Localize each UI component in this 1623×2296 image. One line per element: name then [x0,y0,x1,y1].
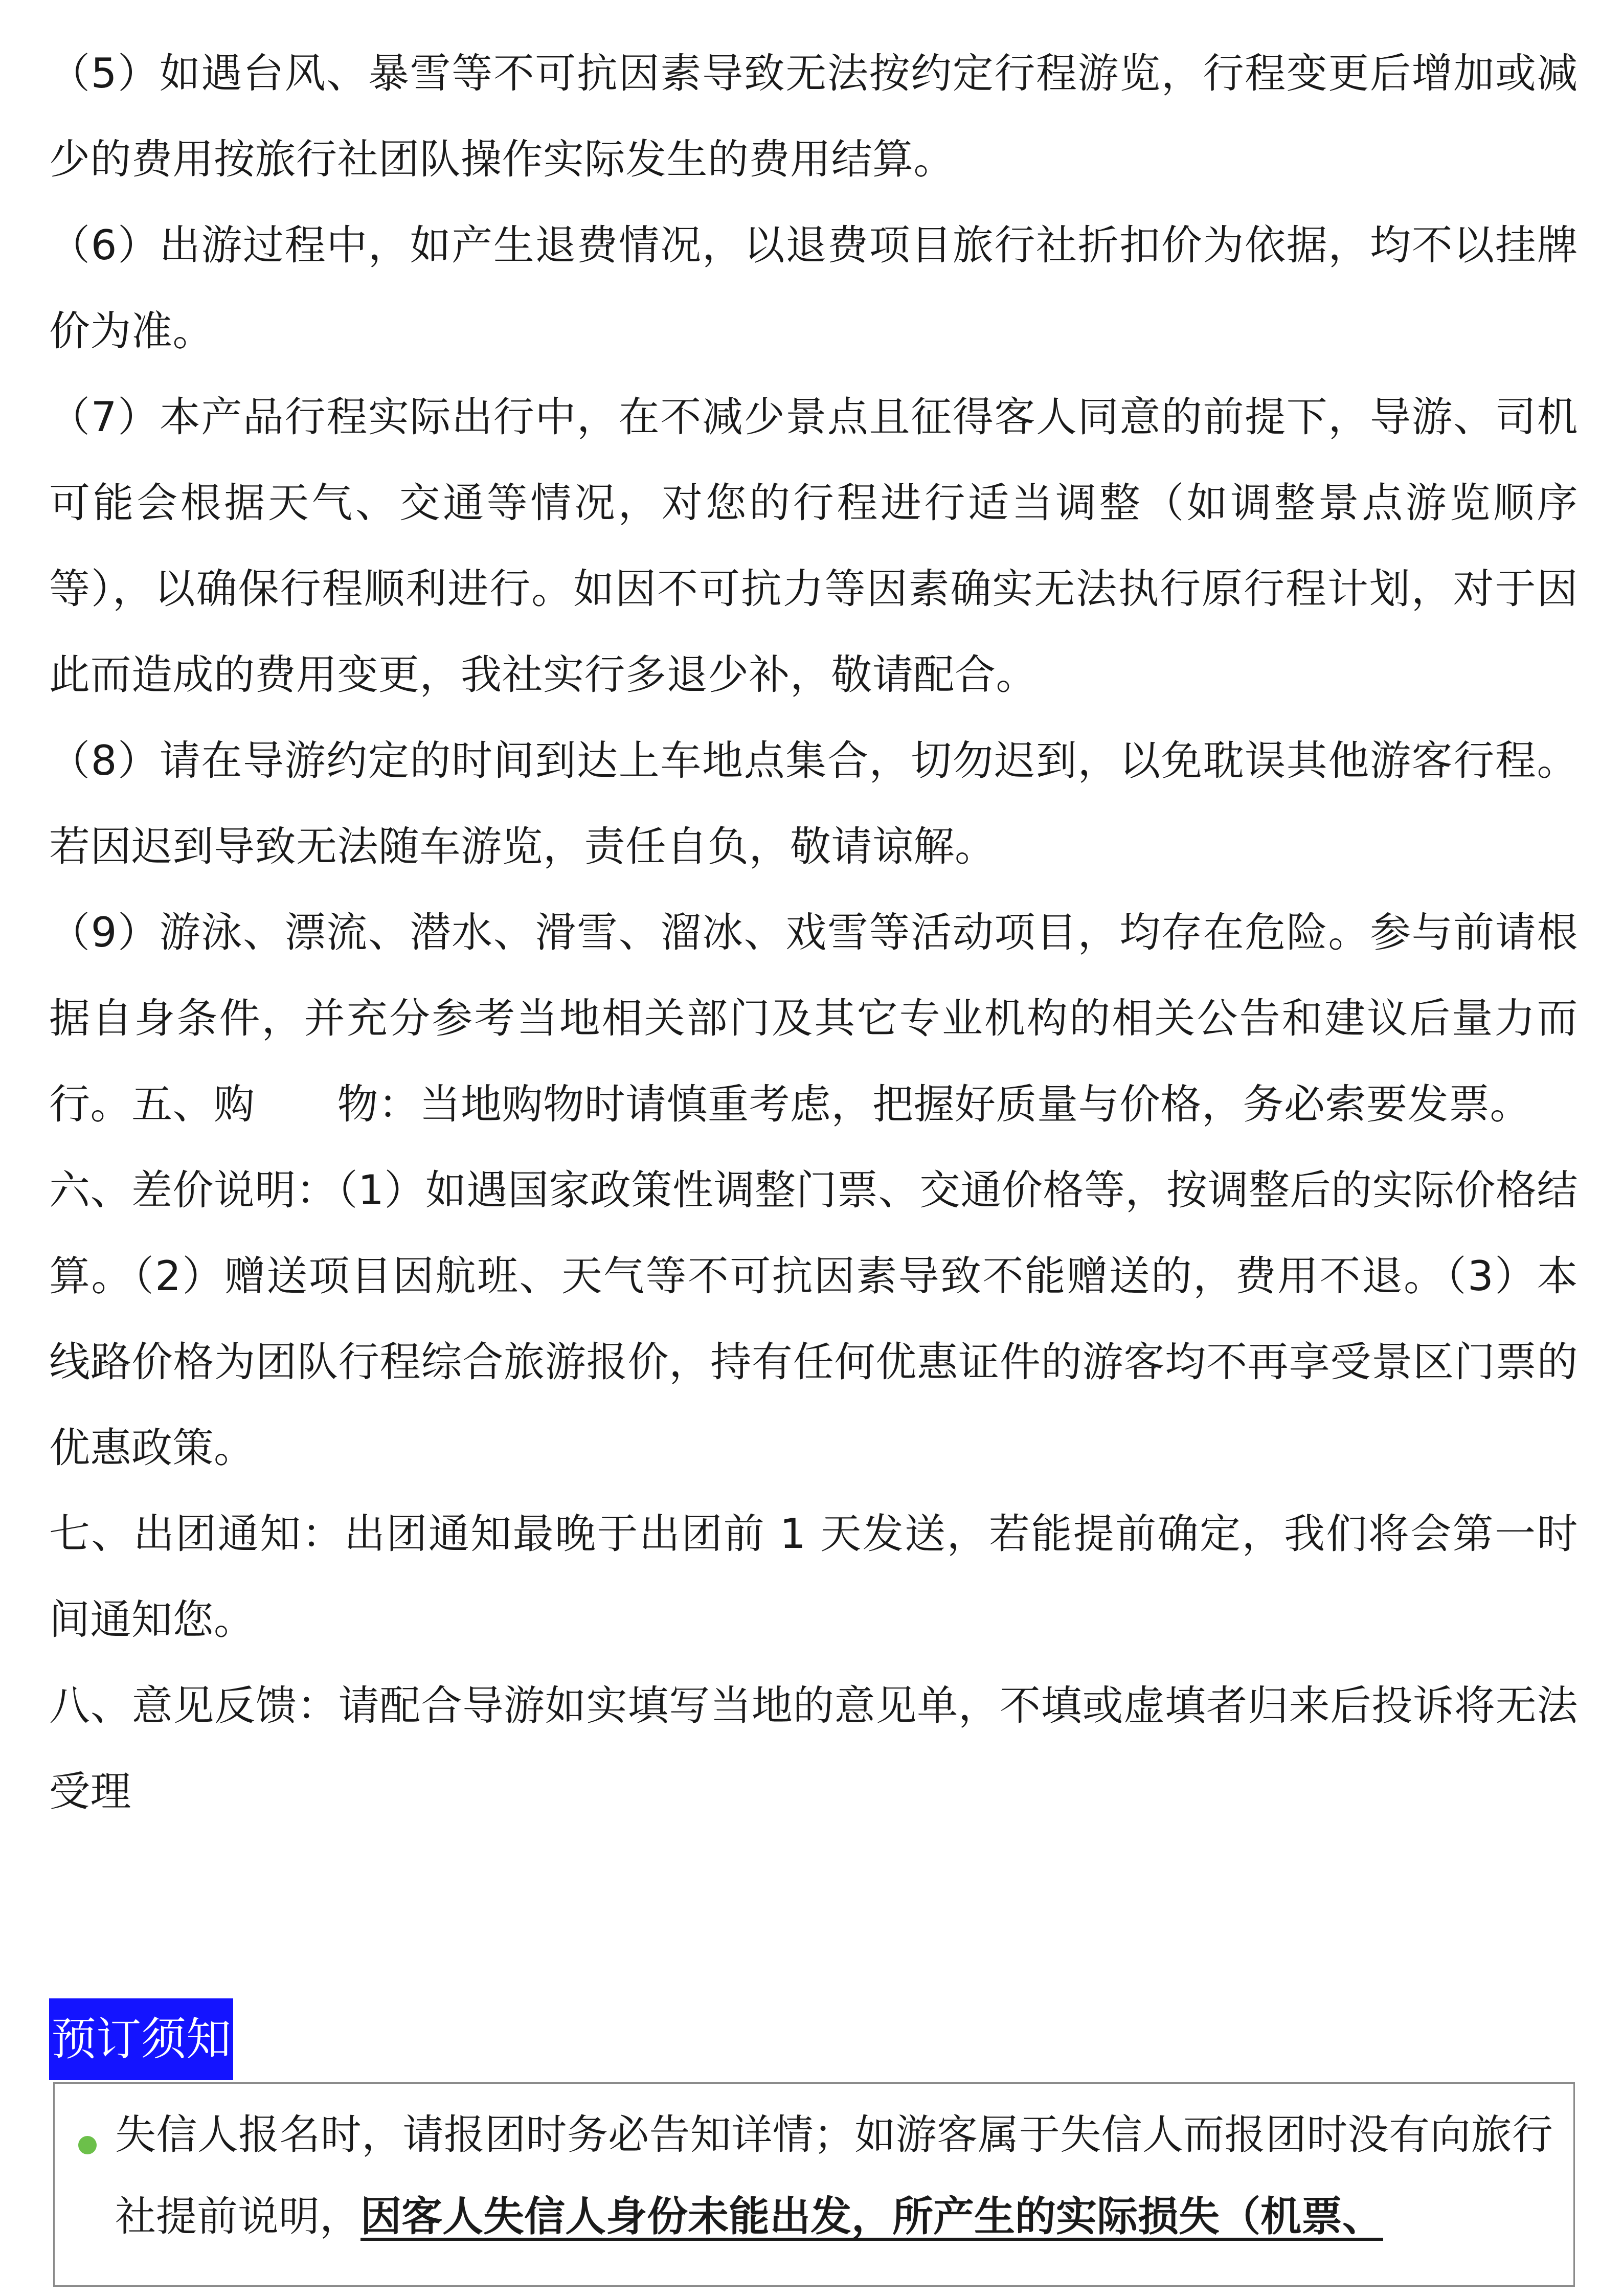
price-difference-section: 六、差价说明：（1）如遇国家政策性调整门票、交通价格等，按调整后的实际价格结算。（2）赠送项目因航班、天气等不可抗因素导致不能赠送的，费用不退。（3）本线路价格为团队行程综合旅游报价，持有任何优惠证件的游客均不再享受景区门票的优惠政策。 [49,1166,1578,1472]
list-item [55,2084,1573,2258]
notice-item-text: 失信人报名时，请报团时务必告知详情；如游客属于失信人而报团时没有向旅行社提前说明， [115,2111,1553,2240]
clause-8: （8）请在导游约定的时间到达上车地点集合，切勿迟到，以免耽误其他游客行程。若因迟到导致无法随车游览，责任自负，敬请谅解。 [49,737,1578,870]
booking-notice-title: 预订须知 [49,1998,233,2080]
clause-7: （7）本产品行程实际出行中，在不减少景点且征得客人同意的前提下，导游、司机可能会根据天气、交通等情况，对您的行程进行适当调整（如调整景点游览顺序等），以确保行程顺利进行。如因不可抗力等因素确实无法执行原行程计划，对于因此而造成的费用变更，我社实行多退少补，敬请配合。 [49,393,1578,699]
terms-body [49,31,1578,1835]
booking-notice-box [53,2082,1575,2287]
clause-6: （6）出游过程中，如产生退费情况，以退费项目旅行社折扣价为依据，均不以挂牌价为准。 [49,221,1578,355]
notice-item-emphasis: 因客人失信人身份未能出发，所产生的实际损失（机票、 [360,2193,1383,2240]
feedback-section: 八、意见反馈：请配合导游如实填写当地的意见单，不填或虚填者归来后投诉将无法受理 [49,1682,1578,1815]
departure-notice-section: 七、出团通知：出团通知最晚于出团前 1 天发送，若能提前确定，我们将会第一时间通知您。 [49,1510,1578,1644]
clause-9: （9）游泳、漂流、潜水、滑雪、溜冰、戏雪等活动项目，均存在危险。参与前请根据自身条件，并充分参考当地相关部门及其它专业机构的相关公告和建议后量力而行。五、购 物：当地购物时请慎重考虑，把握好质量与价格，务必索要发票。 [49,909,1578,1128]
clause-5: （5）如遇台风、暴雪等不可抗因素导致无法按约定行程游览，行程变更后增加或减少的费用按旅行社团队操作实际发生的费用结算。 [49,50,1578,183]
bullet-dot-icon [78,2136,97,2154]
